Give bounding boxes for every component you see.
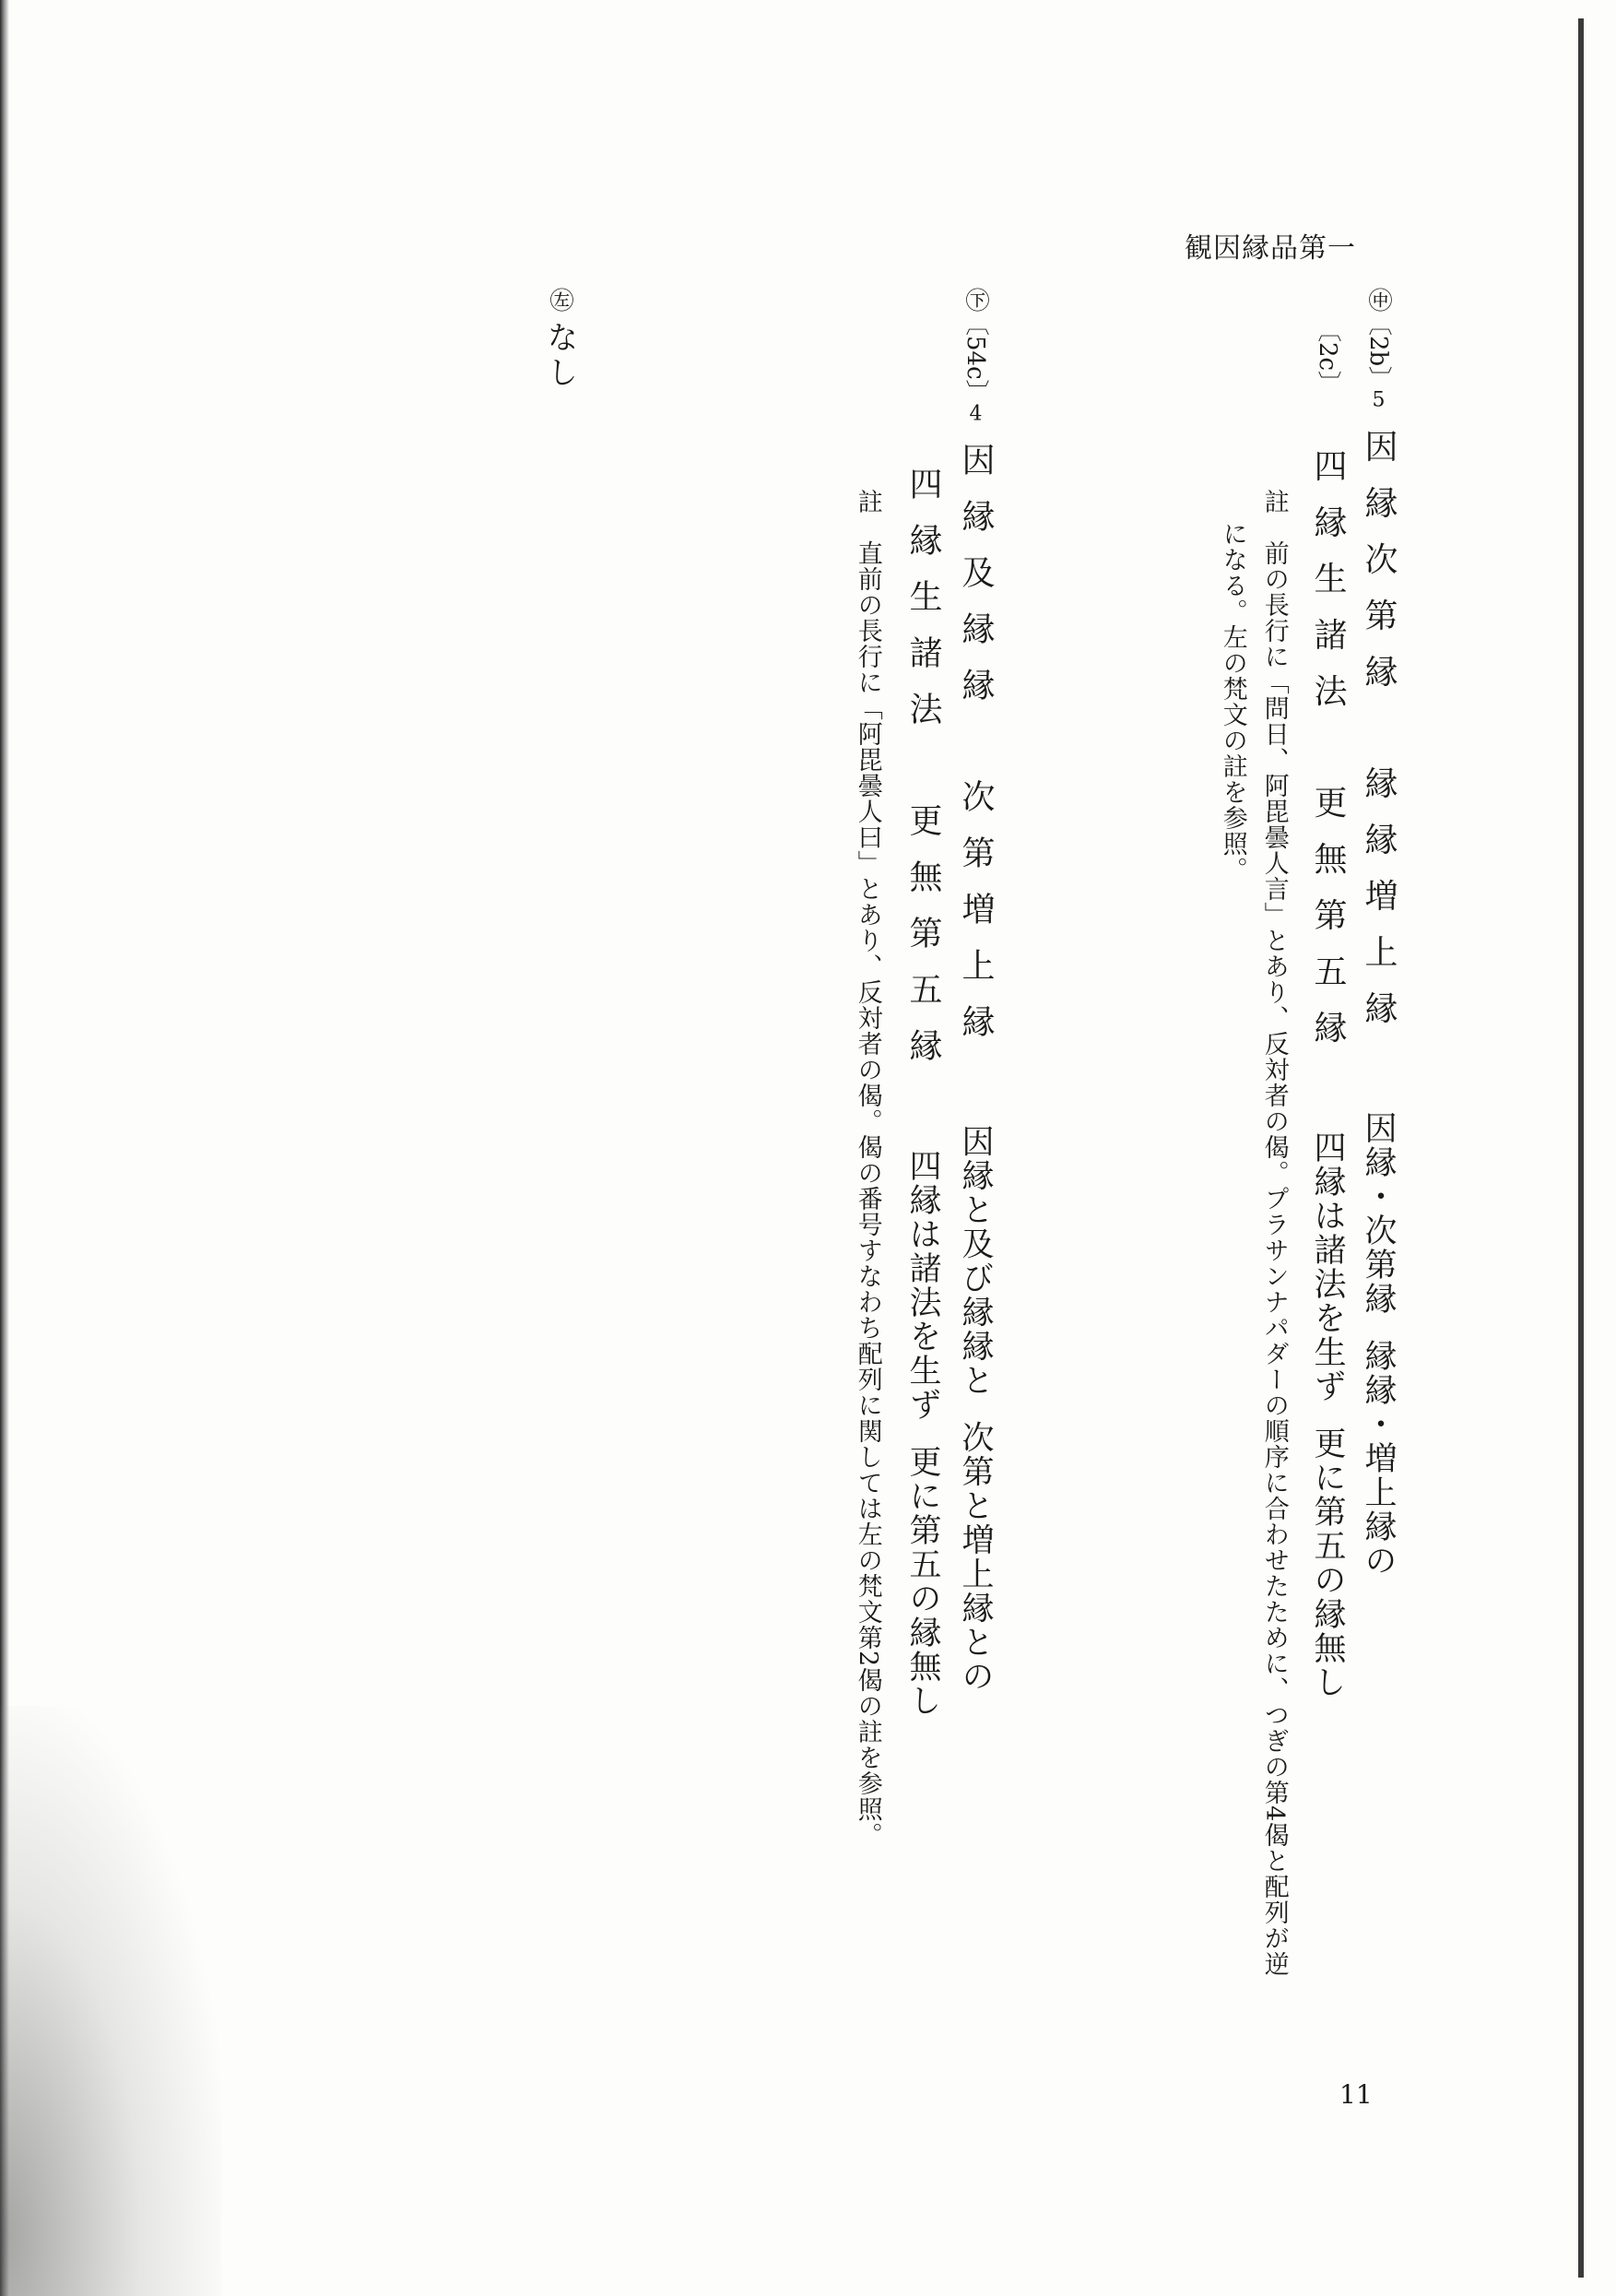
block1-verse-line1-b: 縁縁増上縁 <box>1360 765 1398 1047</box>
block1-translation-line1-a: 因縁・次第縁 <box>1360 1111 1397 1317</box>
block1-note-line1: 註 前の長行に「問日、阿毘曇人言」とあり、反対者の偈。プラサンナパダーの順序に合わせたために、つぎの第4偈と配列が逆 <box>1259 489 1289 1978</box>
block3-text: なし <box>541 321 578 391</box>
block1-note-line2: になる。左の梵文の註を参照。 <box>1218 521 1247 882</box>
page-header-title: 観因縁品第一 <box>1185 232 1356 265</box>
page-number: 11 <box>1339 2079 1373 2110</box>
scan-edge-right <box>1578 18 1584 2278</box>
block1-translation-line2-a: 四縁は諸法を生ず <box>1309 1130 1346 1404</box>
block3-marker: ㊧ <box>546 288 573 312</box>
block1-verse-line2-a: 四縁生諸法 <box>1309 448 1347 730</box>
block2-line1 <box>957 288 995 1694</box>
block1-ref2: 〔2c〕 <box>1314 318 1341 396</box>
block2-line2 <box>904 467 942 1718</box>
block1-translation-line1-b: 縁縁・増上縁の <box>1360 1339 1397 1579</box>
block2-verse-line2-b: 更無第五縁 <box>904 803 942 1084</box>
block2-verse-line1-a: 因縁及縁縁 <box>957 442 995 724</box>
scan-smudge <box>0 1706 221 2296</box>
block2-translation-line1-a: 因縁と及び縁縁と <box>957 1124 994 1398</box>
block2-verse-line1-b: 次第増上縁 <box>957 778 995 1060</box>
block2-translation-line1-b: 次第と増上縁との <box>957 1420 994 1694</box>
block2-verse-line2-a: 四縁生諸法 <box>904 467 942 748</box>
block1-line1 <box>1360 288 1398 1579</box>
block2-verse-number: 4 <box>969 403 983 424</box>
block2-note-line1: 註 直前の長行に「阿毘曇人曰」とあり、反対者の偈。偈の番号すなわち配列に関しては左の梵文第2偈の註を参照。 <box>853 489 882 1849</box>
block2-translation-line2-b: 更に第五の縁無し <box>904 1445 941 1718</box>
block1-ref1: 〔2b〕 <box>1364 312 1392 391</box>
block1-verse-number: 5 <box>1372 390 1386 411</box>
block2-ref1: 〔54c〕 <box>961 312 989 404</box>
block1-verse-line2-b: 更無第五縁 <box>1309 785 1347 1067</box>
block2-translation-line2-a: 四縁は諸法を生ず <box>904 1149 941 1422</box>
block1-verse-line1-a: 因縁次第縁 <box>1360 429 1398 711</box>
block1-translation-line2-b: 更に第五の縁無し <box>1309 1426 1346 1700</box>
block2-marker: ㊦ <box>961 288 989 312</box>
block3-line1 <box>541 288 578 391</box>
block1-line2 <box>1309 318 1347 1700</box>
block1-marker: ㊥ <box>1364 288 1392 312</box>
